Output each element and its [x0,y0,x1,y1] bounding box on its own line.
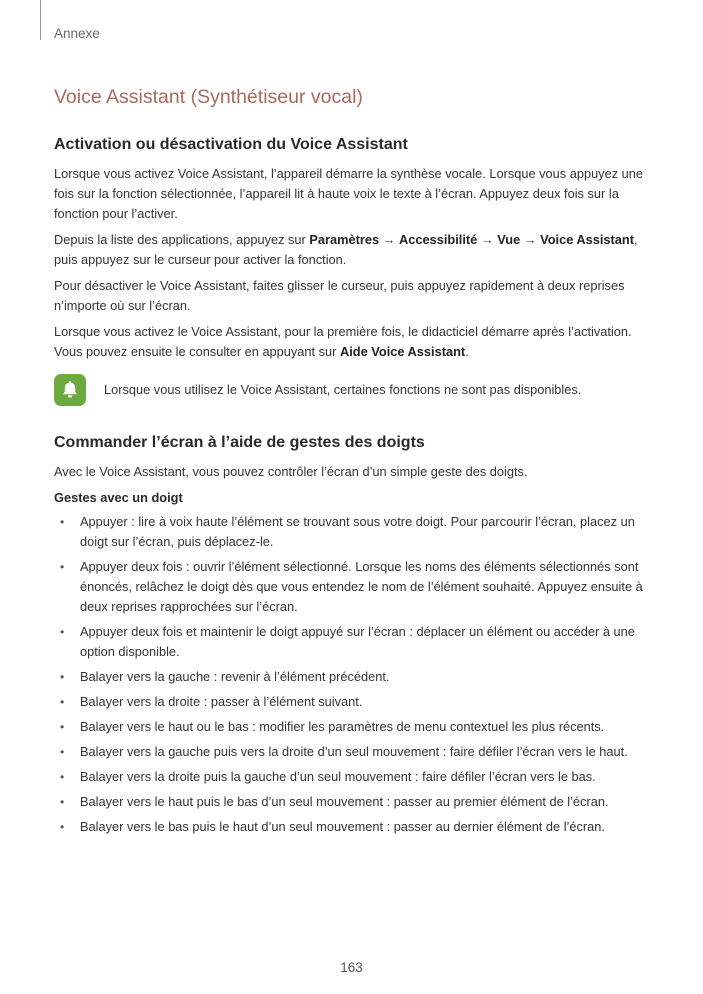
gestures-intro: Avec le Voice Assistant, vous pouvez contrôler l’écran d’un simple geste des doigts. [54,464,528,479]
activation-paragraph-2: Depuis la liste des applications, appuyez sur Paramètres → Accessibilité → Vue → Voice Assistant, puis appuyez sur le curseur pour activer la fonction. [54,232,638,267]
path-voice-assistant: Voice Assistant [540,232,635,247]
gesture-list [54,512,654,837]
path-settings: Paramètres [309,232,380,247]
section-label: Annexe [54,26,100,41]
note-box [54,374,654,406]
activation-paragraph-4: Lorsque vous activez le Voice Assistant, pour la première fois, le didacticiel démarre après l’activation. Vous pouvez ensuite le consulter en appuyant sur Aide Voice Assistant. [54,324,632,359]
list-item: • Appuyer : lire à voix haute l’élément se trouvant sous votre doigt. Pour parcourir l’écran, placez un doigt sur l’écran, puis déplacez-le. [60,514,635,549]
list-item: • Balayer vers la gauche : revenir à l’élément précédent. [60,669,390,684]
list-item: • Balayer vers le haut ou le bas : modifier les paramètres de menu contextuel les plus récents. [60,719,605,734]
bell-icon [54,374,86,406]
activation-paragraph-1: Lorsque vous activez Voice Assistant, l’appareil démarre la synthèse vocale. Lorsque vous appuyez une fois sur la fonction sélectionnée, l’appareil lit à haute voix le texte à l’écran. Appuyez deux fois sur la fonction pour l’activer. [54,166,644,221]
activation-heading: Activation ou désactivation du Voice Assistant [54,136,408,153]
list-item: • Balayer vers la droite : passer à l’élément suivant. [60,694,363,709]
list-item: • Balayer vers la droite puis la gauche d’un seul mouvement : faire défiler l’écran vers le bas. [60,769,596,784]
margin-rule [40,0,41,40]
page-title: Voice Assistant (Synthétiseur vocal) [54,86,363,108]
list-item: • Appuyer deux fois : ouvrir l’élément sélectionné. Lorsque les noms des éléments sélectionnés sont énoncés, relâchez le doigt dès que vous entendez le nom de l’élément souhaité. Appuyez ensuite à deux reprises rapprochées sur l’écran. [60,559,643,614]
page-number: 163 [340,960,363,975]
gestures-heading: Commander l’écran à l’aide de gestes des doigts [54,434,425,451]
list-item: • Appuyer deux fois et maintenir le doigt appuyé sur l’écran : déplacer un élément ou accéder à une option disponible. [60,624,635,659]
activation-paragraph-3: Pour désactiver le Voice Assistant, faites glisser le curseur, puis appuyez rapidement à deux reprises n’importe où sur l’écran. [54,278,625,313]
list-item: • Balayer vers le haut puis le bas d’un seul mouvement : passer au premier élément de l’écran. [60,794,609,809]
list-item: • Balayer vers le bas puis le haut d’un seul mouvement : passer au dernier élément de l’écran. [60,819,605,834]
help-voice-assistant: Aide Voice Assistant [340,344,466,359]
note-text: Lorsque vous utilisez le Voice Assistant, certaines fonctions ne sont pas disponibles. [104,382,582,397]
path-view: Vue [497,232,521,247]
list-item: • Balayer vers la gauche puis vers la droite d’un seul mouvement : faire défiler l’écran vers le haut. [60,744,628,759]
single-finger-subtitle: Gestes avec un doigt [54,490,183,505]
path-accessibility: Accessibilité [399,232,478,247]
page-content [54,84,654,842]
